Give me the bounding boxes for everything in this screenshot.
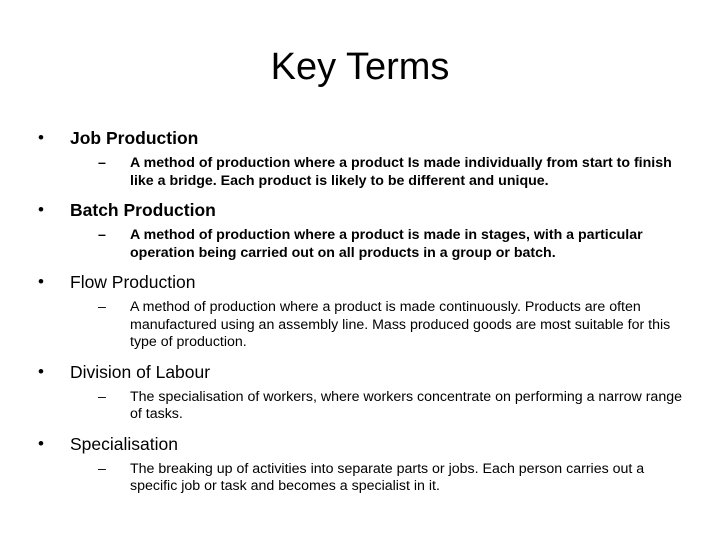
term-name: Flow Production bbox=[70, 272, 196, 292]
bullet-icon: • bbox=[38, 433, 44, 453]
dash-icon: – bbox=[98, 227, 106, 243]
term-item-job-production bbox=[36, 126, 684, 190]
term-name: Job Production bbox=[70, 128, 199, 148]
dash-icon: – bbox=[98, 460, 106, 477]
dash-icon: – bbox=[98, 155, 106, 171]
bullet-icon: • bbox=[38, 128, 44, 147]
term-item-flow-production bbox=[36, 270, 684, 352]
term-item-division-of-labour bbox=[36, 360, 684, 424]
term-name: Batch Production bbox=[70, 200, 216, 220]
term-definition-text: A method of production where a product Is made individually from start to finish like a bridge. Each product is likely to be different and unique. bbox=[130, 155, 672, 189]
bullet-icon: • bbox=[38, 272, 44, 291]
term-definition-text: The specialisation of workers, where workers concentrate on performing a narrow range of tasks. bbox=[130, 388, 682, 422]
bullet-icon: • bbox=[38, 361, 44, 381]
term-definition bbox=[98, 299, 684, 352]
term-item-specialisation bbox=[36, 432, 684, 496]
term-definition-text: A method of production where a product is made in stages, with a particular operation being carried out on all products in a group or batch. bbox=[130, 227, 643, 261]
dash-icon: – bbox=[98, 299, 106, 315]
dash-icon: – bbox=[98, 388, 106, 405]
key-terms-list bbox=[36, 126, 684, 504]
term-definition-text: The breaking up of activities into separate parts or jobs. Each person carries out a specific job or task and becomes a specialist in it. bbox=[130, 460, 645, 494]
term-definition bbox=[98, 461, 684, 496]
term-name: Specialisation bbox=[70, 433, 178, 454]
term-definition bbox=[98, 389, 684, 424]
term-name: Division of Labour bbox=[70, 361, 211, 382]
bullet-icon: • bbox=[38, 200, 44, 219]
term-definition-text: A method of production where a product is made continuously. Products are often manufactured using an assembly line. Mass produced goods are most suitable for this type of production. bbox=[130, 299, 671, 350]
term-definition bbox=[98, 227, 684, 262]
term-definition bbox=[98, 155, 684, 190]
slide-title: Key Terms bbox=[270, 46, 450, 88]
term-item-batch-production bbox=[36, 198, 684, 262]
